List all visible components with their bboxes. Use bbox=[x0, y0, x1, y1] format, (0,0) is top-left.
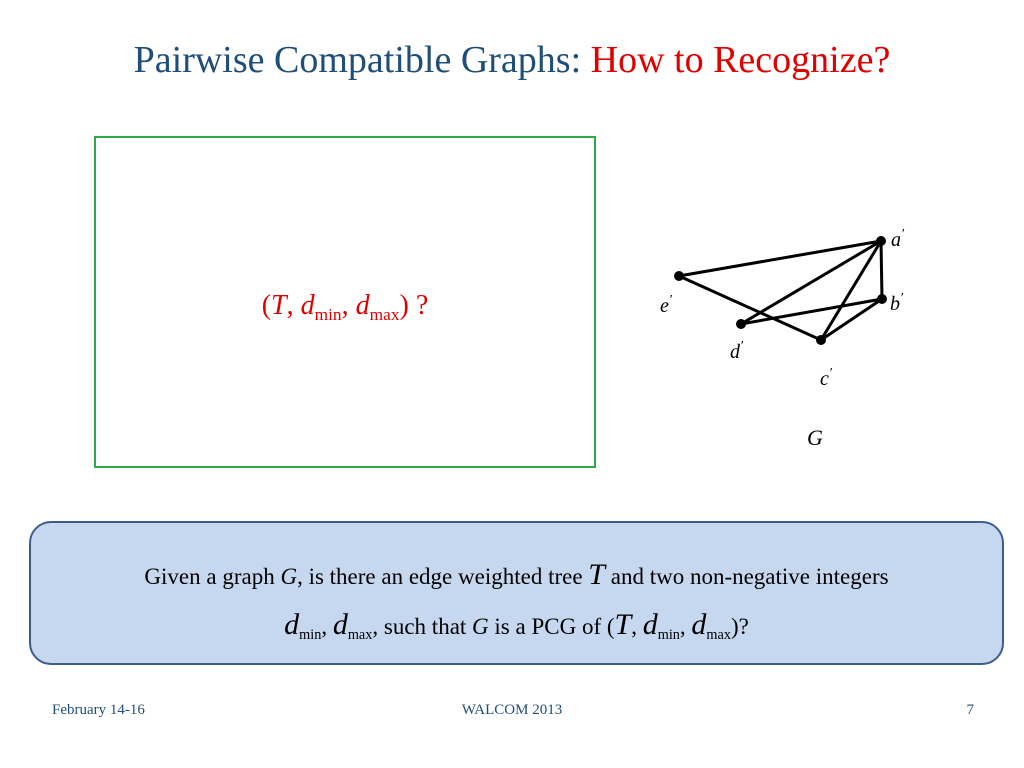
graph-g bbox=[640, 215, 930, 455]
tree-symbol: T bbox=[614, 608, 632, 641]
tree-symbol: T bbox=[271, 290, 287, 321]
node-d bbox=[736, 319, 746, 329]
comma: , bbox=[631, 614, 643, 639]
node-e bbox=[674, 271, 684, 281]
min-subscript: min bbox=[657, 626, 680, 643]
node-c bbox=[816, 335, 826, 345]
graph-symbol: G bbox=[280, 564, 298, 589]
label-a: a′ bbox=[891, 227, 905, 251]
max-subscript: max bbox=[347, 626, 373, 643]
label-c: c′ bbox=[820, 366, 832, 390]
graph-name: G bbox=[807, 425, 823, 450]
edge-a-b bbox=[881, 241, 882, 299]
node-b bbox=[877, 294, 887, 304]
dmin-symbol: d bbox=[642, 608, 658, 641]
question-callout bbox=[29, 521, 1004, 665]
tree-question bbox=[96, 290, 594, 325]
label-e: e′ bbox=[660, 293, 672, 317]
label-d: d′ bbox=[730, 339, 744, 363]
max-subscript: max bbox=[706, 626, 731, 643]
text: )? bbox=[730, 614, 749, 639]
dmin-symbol: d bbox=[300, 290, 315, 321]
label-b: b′ bbox=[890, 291, 904, 315]
open-paren: ( bbox=[261, 290, 272, 321]
tree-symbol: T bbox=[588, 558, 605, 591]
callout-line-2 bbox=[31, 607, 1002, 645]
edge-c-a bbox=[821, 241, 881, 340]
footer-conference: WALCOM 2013 bbox=[461, 702, 563, 718]
text: and two non-negative integers bbox=[604, 564, 889, 589]
tree-placeholder-box bbox=[94, 136, 596, 468]
comma: , bbox=[341, 290, 356, 321]
footer-date: February 14-16 bbox=[52, 702, 145, 718]
comma: , bbox=[286, 290, 301, 321]
max-subscript: max bbox=[369, 305, 400, 325]
dmax-symbol: d bbox=[691, 608, 707, 641]
text: , is there an edge weighted tree bbox=[297, 564, 589, 589]
text: Given a graph bbox=[144, 564, 281, 589]
title-question: How to Recognize? bbox=[590, 39, 891, 81]
graph-symbol: G bbox=[472, 614, 489, 639]
dmin-symbol: d bbox=[284, 608, 300, 641]
text: is a PCG of ( bbox=[488, 614, 615, 639]
dmax-symbol: d bbox=[332, 608, 348, 641]
close-question: ) ? bbox=[399, 290, 429, 321]
edge-e-c bbox=[679, 276, 821, 340]
comma: , bbox=[321, 614, 333, 639]
slide-title bbox=[0, 36, 1024, 84]
text: , such that bbox=[372, 614, 473, 639]
title-main: Pairwise Compatible Graphs: bbox=[133, 39, 582, 81]
comma: , bbox=[679, 614, 692, 639]
min-subscript: min bbox=[299, 626, 322, 643]
node-a bbox=[876, 236, 886, 246]
callout-line-1 bbox=[31, 557, 1002, 595]
min-subscript: min bbox=[314, 305, 342, 325]
dmax-symbol: d bbox=[355, 290, 370, 321]
slide-number: 7 bbox=[966, 702, 974, 718]
